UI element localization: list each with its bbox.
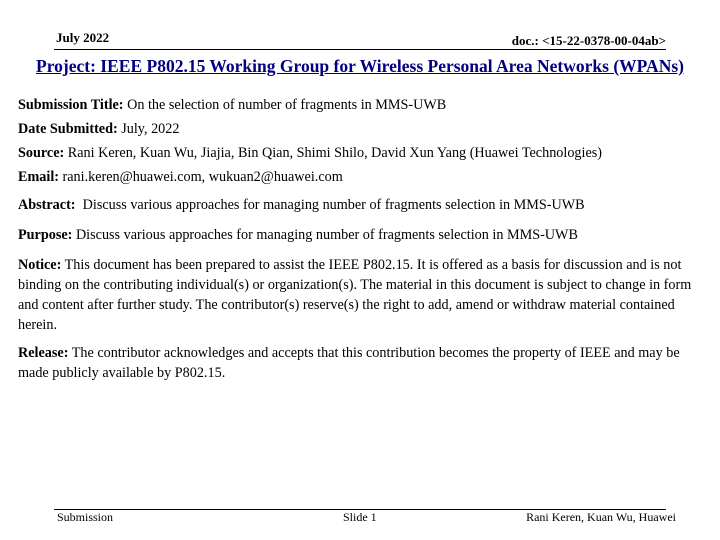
release-field (18, 343, 708, 383)
date-submitted-field (18, 119, 708, 139)
project-title: Project: IEEE P802.15 Working Group for Wireless Personal Area Networks (WPANs) (36, 56, 684, 76)
submission-title-label: Submission Title: (18, 97, 124, 113)
date-submitted-label: Date Submitted: (18, 121, 118, 137)
abstract-value: Discuss various approaches for managing number of fragments selection in MMS-UWB (82, 197, 585, 213)
email-field (18, 167, 708, 187)
date-submitted-value: July, 2022 (121, 121, 180, 137)
purpose-label: Purpose: (18, 227, 73, 243)
email-value: rani.keren@huawei.com, wukuan2@huawei.com (62, 169, 343, 185)
notice-field (18, 255, 708, 335)
submission-title-value: On the selection of number of fragments in MMS-UWB (127, 97, 447, 113)
purpose-field (18, 225, 708, 245)
abstract-field (18, 195, 708, 215)
footer-submission: Submission (57, 510, 114, 524)
notice-value: This document has been prepared to assist the IEEE P802.15. It is offered as a basis for discussion and is not binding on the contributing individual(s) or organization(s). The material in this document is subject to change in form and content after further study. The contributor(s) reserve(s) the right to add, amend or withdraw material contained herein. (18, 257, 692, 333)
footer-slide-number: Slide 1 (343, 510, 377, 524)
release-label: Release: (18, 345, 69, 361)
submission-title-field (18, 95, 708, 115)
header-date: July 2022 (56, 30, 110, 45)
purpose-value: Discuss various approaches for managing number of fragments selection in MMS-UWB (75, 227, 578, 243)
abstract-label: Abstract: (18, 197, 76, 213)
header-doc-id: doc.: <15-22-0378-00-04ab> (511, 33, 666, 48)
footer-authors: Rani Keren, Kuan Wu, Huawei (526, 510, 676, 524)
document-body (18, 95, 708, 387)
header-rule (54, 49, 666, 50)
source-label: Source: (18, 145, 65, 161)
release-value: The contributor acknowledges and accepts that this contribution becomes the property of IEEE and may be made publicly available by P802.15. (18, 345, 680, 381)
source-field (18, 143, 708, 163)
source-value: Rani Keren, Kuan Wu, Jiajia, Bin Qian, Shimi Shilo, David Xun Yang (Huawei Technologies) (67, 145, 602, 161)
notice-label: Notice: (18, 257, 62, 273)
email-label: Email: (18, 169, 59, 185)
